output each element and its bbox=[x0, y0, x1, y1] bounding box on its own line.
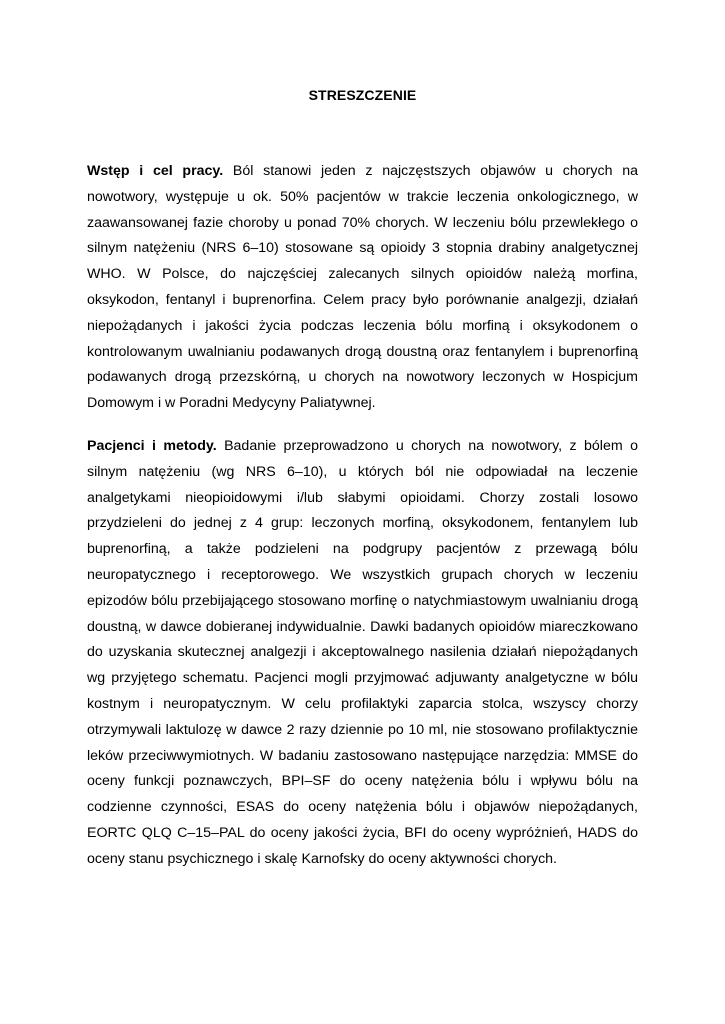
section-introduction bbox=[87, 159, 638, 417]
section-heading: Wstęp i cel pracy. bbox=[87, 163, 224, 179]
section-methods bbox=[87, 434, 638, 873]
page-title: STRESZCZENIE bbox=[308, 87, 417, 103]
section-body: Ból stanowi jeden z najczęstszych objawów u chorych na nowotwory, występuje u ok. 50% pacjentów w trakcie leczenia onkologicznego, w zaawansowanej fazie choroby u ponad 70% chorych. W leczeniu bólu przewlekłego o silnym natężeniu (NRS 6–10) stosowane są opioidy 3 stopnia drabiny analgetycznej WHO. W Polsce, do najczęściej zalecanych silnych opioidów należą morfina, oksykodon, fentanyl i buprenorfina. Celem pracy było porównanie analgezji, działań niepożądanych i jakości życia podczas leczenia bólu morfiną i oksykodonem o kontrolowanym uwalnianiu podawanych drogą doustną oraz fentanylem i buprenorfiną podawanych drogą przezskórną, u chorych na nowotwory leczonych w Hospicjum Domowym i w Poradni Medycyny Paliatywnej. bbox=[87, 163, 638, 412]
section-body: Badanie przeprowadzono u chorych na nowotwory, z bólem o silnym natężeniu (wg NRS 6–10), u których ból nie odpowiadał na leczenie analgetykami nieopioidowymi i/lub słabymi opioidami. Chorzy zostali losowo przydzieleni do jednej z 4 grup: leczonych morfiną, oksykodonem, fentanylem lub buprenorfiną, a także podzieleni na podgrupy pacjentów z przewagą bólu neuropatycznego i receptorowego. We wszystkich grupach chorych w leczeniu epizodów bólu przebijającego stosowano morfinę o natychmiastowym uwalnianiu drogą doustną, w dawce dobieranej indywidualnie. Dawki badanych opioidów miareczkowano do uzyskania skutecznej analgezji i akceptowalnego nasilenia działań niepożądanych wg przyjętego schematu. Pacjenci mogli przyjmować adjuwanty analgetyczne w bólu kostnym i neuropatycznym. W celu profilaktyki zaparcia stolca, wszyscy chorzy otrzymywali laktulozę w dawce 2 razy dziennie po 10 ml, nie stosowano profilaktycznie leków przeciwwymiotnych. W badaniu zastosowano następujące narzędzia: MMSE do oceny funkcji poznawczych, BPI–SF do oceny natężenia bólu i wpływu bólu na codzienne czynności, ESAS do oceny natężenia bólu i objawów niepożądanych, EORTC QLQ C–15–PAL do oceny jakości życia, BFI do oceny wypróżnień, HADS do oceny stanu psychicznego i skalę Karnofsky do oceny aktywności chorych. bbox=[87, 438, 638, 867]
section-heading: Pacjenci i metody. bbox=[87, 438, 217, 454]
